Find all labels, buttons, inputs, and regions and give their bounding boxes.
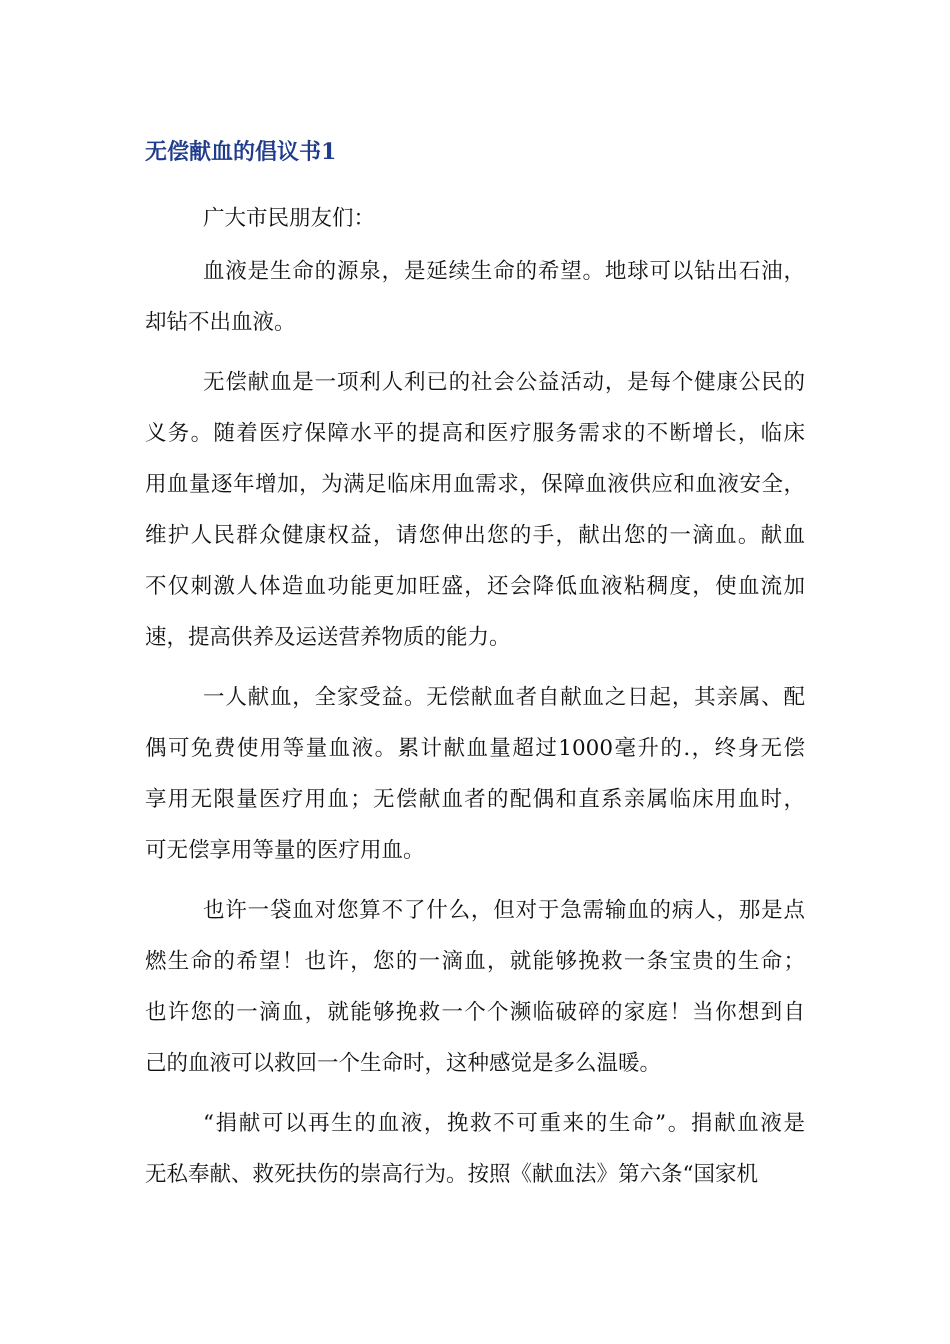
body-paragraph	[145, 246, 805, 348]
paragraph-line: 也许一袋血对您算不了什么，但对于急需输血的病人，那是点	[203, 898, 805, 923]
paragraph-line: 用血量逐年增加，为满足临床用血需求，保障血液供应和血液安全，	[145, 472, 805, 497]
body-paragraph	[145, 672, 805, 876]
paragraph-gap	[145, 876, 805, 885]
paragraph-line: 燃生命的希望！也许，您的一滴血，就能够挽救一条宝贵的生命；	[145, 949, 805, 974]
salutation: 广大市民朋友们：	[203, 206, 376, 231]
paragraph-line: 无偿献血是一项利人利已的社会公益活动，是每个健康公民的	[203, 370, 805, 395]
paragraph-line: 可无偿享用等量的医疗用血。	[145, 838, 425, 863]
paragraph-list	[145, 246, 805, 1200]
paragraph-line: 一人献血，全家受益。无偿献血者自献血之日起，其亲属、配	[203, 685, 805, 710]
paragraph-line: 不仅刺激人体造血功能更加旺盛，还会降低血液粘稠度，使血流加	[145, 574, 805, 599]
paragraph-line: 义务。随着医疗保障水平的提高和医疗服务需求的不断增长，临床	[145, 421, 805, 446]
paragraph-line: 偶可免费使用等量血液。累计献血量超过1000毫升的.，终身无偿	[145, 736, 805, 761]
body-paragraph	[145, 1098, 805, 1200]
paragraph-line: 己的血液可以救回一个生命时，这种感觉是多么温暖。	[145, 1051, 662, 1076]
document-body	[145, 132, 805, 1200]
paragraph-gap	[145, 1089, 805, 1098]
paragraph-line: 也许您的一滴血，就能够挽救一个个濒临破碎的家庭！当你想到自	[145, 1000, 805, 1025]
paragraph-gap	[145, 663, 805, 672]
paragraph-gap	[145, 348, 805, 357]
paragraph-line: 无私奉献、救死扶伤的崇高行为。按照《献血法》第六条“国家机	[145, 1162, 758, 1187]
paragraph-line: 速，提高供养及运送营养物质的能力。	[145, 625, 511, 650]
paragraph-line: 维护人民群众健康权益，请您伸出您的手，献出您的一滴血。献血	[145, 523, 805, 548]
body-paragraph	[145, 885, 805, 1089]
paragraph-line: 却钻不出血液。	[145, 310, 296, 335]
body-paragraph	[145, 357, 805, 663]
document-title: 无偿献血的倡议书1	[145, 139, 337, 165]
paragraph-line: “捐献可以再生的血液，挽救不可重来的生命”。捐献血液是	[203, 1111, 805, 1136]
paragraph-line: 血液是生命的源泉，是延续生命的希望。地球可以钻出石油，	[203, 259, 805, 284]
paragraph-line: 享用无限量医疗用血；无偿献血者的配偶和直系亲属临床用血时，	[145, 787, 805, 812]
